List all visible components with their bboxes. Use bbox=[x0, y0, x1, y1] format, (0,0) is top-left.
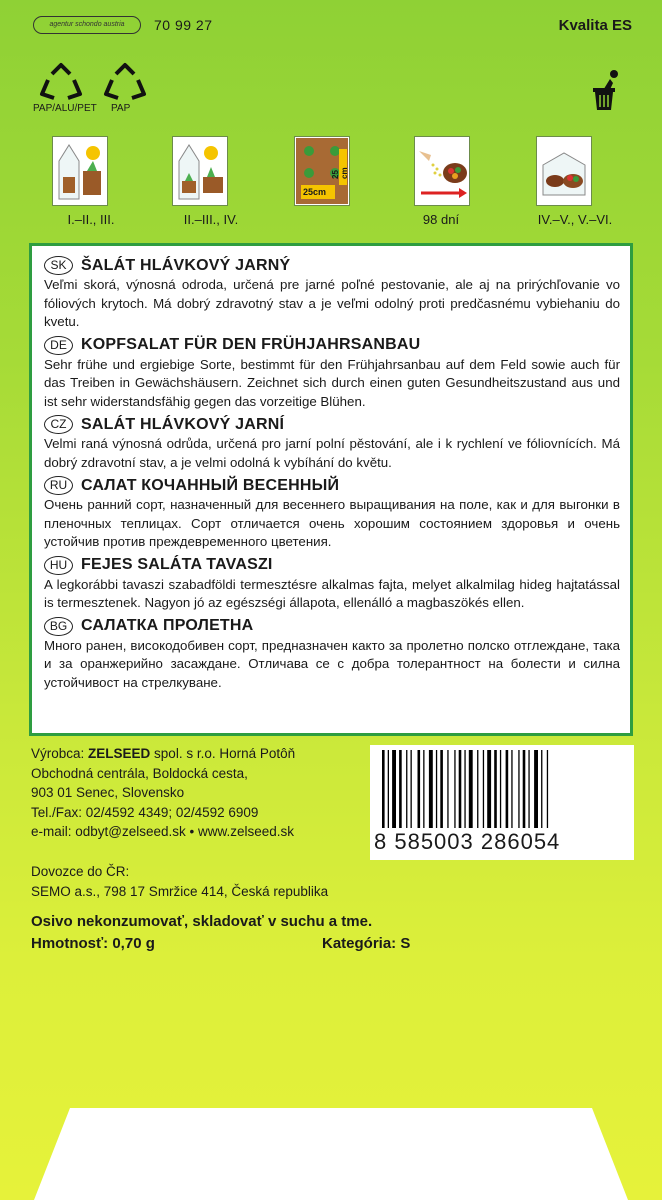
spacing-height-label: 25 cm bbox=[331, 167, 349, 179]
barcode-bar bbox=[523, 750, 526, 828]
language-badge: BG bbox=[44, 617, 73, 636]
importer-line: SEMO a.s., 798 17 Smržice 414, Česká republika bbox=[31, 883, 329, 899]
barcode-bar bbox=[423, 750, 424, 828]
barcode-bar bbox=[459, 750, 462, 828]
recycle-label-2: PAP bbox=[111, 103, 131, 114]
producer-line: e-mail: odbyt@zelseed.sk • www.zelseed.sk bbox=[31, 824, 295, 839]
producer-line: 903 01 Senec, Slovensko bbox=[31, 785, 185, 800]
section-ru bbox=[44, 476, 620, 552]
section-title: САЛАТКА ПРОЛЕТНА bbox=[81, 617, 254, 634]
quality-label: Kvalita ES bbox=[558, 17, 632, 34]
agency-logo: agentur schondo austria bbox=[33, 16, 141, 34]
icon-caption-4: 98 dní bbox=[422, 212, 460, 227]
producer-brand: ZELSEED bbox=[88, 746, 151, 761]
description-panel bbox=[29, 243, 633, 736]
barcode-bar bbox=[418, 750, 421, 828]
barcode-bar bbox=[411, 750, 412, 828]
language-badge: SK bbox=[44, 256, 73, 275]
barcode-bar bbox=[511, 750, 512, 828]
section-title: САЛАТ КОЧАННЫЙ ВЕСЕННЫЙ bbox=[81, 476, 340, 494]
recycle-icon bbox=[38, 62, 84, 102]
importer-info bbox=[31, 862, 328, 901]
barcode-bar bbox=[454, 750, 455, 828]
section-body: Очень ранний сорт, назначенный для весеннего выращивания на поле, как и для выгонки в пленочных теплицах. Сорт отличается очень хорошим состоянием здоровья и очень устойчив против преждевременного цветения. bbox=[44, 497, 620, 549]
storage-note: Osivo nekonzumovať, skladovať v suchu a tme. bbox=[31, 913, 373, 930]
category-label: Kategória: S bbox=[322, 935, 411, 952]
barcode-bar bbox=[464, 750, 465, 828]
barcode-bar bbox=[406, 750, 407, 828]
spacing-width-label: 25cm bbox=[303, 187, 327, 197]
section-title: FEJES SALÁTA TAVASZI bbox=[81, 556, 273, 573]
greenhouse-sowing-icon bbox=[52, 136, 108, 206]
barcode-bar bbox=[518, 750, 519, 828]
icon-caption-1: I.–II., III. bbox=[67, 212, 115, 227]
producer-line: Tel./Fax: 02/4592 4349; 02/4592 6909 bbox=[31, 804, 259, 820]
barcode-bar bbox=[487, 750, 491, 828]
producer-prefix: Výrobca: bbox=[31, 746, 89, 761]
section-body: Velmi raná výnosná odrůda, určená pro jarní polní pěstování, ale i k rychlení ve fóliovnících. Má dobrý zdravotní stav, a je velmi odolná k vybíhání do květu. bbox=[44, 436, 620, 470]
package-bottom-shape bbox=[0, 1108, 662, 1200]
greenhouse-planting-icon bbox=[172, 136, 228, 206]
barcode-bars bbox=[382, 750, 622, 828]
barcode-bar bbox=[447, 750, 448, 828]
weight-label: Hmotnosť: 0,70 g bbox=[31, 935, 155, 952]
product-code: 70 99 27 bbox=[154, 17, 213, 33]
section-body: Sehr frühe und ergiebige Sorte, bestimmt für den Frühjahrsanbau auf dem Feld sowie auch für das Treiben in Gewächshäusern. Zeichnet sich durch einen guten Gesundheitszustand aus und ist sehr widerstandsfähig gegen das vorzeitige Blühen. bbox=[44, 356, 620, 409]
producer-rest: spol. s r.o. Horná Potôň bbox=[150, 746, 296, 761]
importer-line: Dovozce do ČR: bbox=[31, 864, 130, 879]
barcode-bar bbox=[506, 750, 509, 828]
greenhouse-harvest-icon bbox=[536, 136, 592, 206]
section-sk bbox=[44, 256, 620, 332]
section-title: SALÁT HLÁVKOVÝ JARNÍ bbox=[81, 415, 285, 433]
barcode-bar bbox=[528, 750, 529, 828]
section-bg bbox=[44, 617, 620, 693]
producer-line: Obchodná centrála, Boldocká cesta, bbox=[31, 765, 248, 781]
barcode-bar bbox=[440, 750, 443, 828]
icon-caption-2: II.–III., IV. bbox=[183, 212, 239, 227]
section-body: Veľmi skorá, výnosná odroda, určená pre jarné poľné pestovanie, ale aj na prirýchľovanie vo fóliových krytoch. Má dobrý zdravotný stav a je veľmi odolný proti predčasnému vybiehaniu do kvetu. bbox=[44, 277, 620, 329]
barcode-bar bbox=[477, 750, 478, 828]
language-badge: HU bbox=[44, 556, 73, 575]
barcode-bar bbox=[399, 750, 402, 828]
recycle-icon bbox=[102, 62, 148, 102]
language-badge: RU bbox=[44, 476, 73, 495]
section-cz bbox=[44, 415, 620, 472]
barcode-bar bbox=[392, 750, 396, 828]
icon-caption-5: IV.–V., V.–VI. bbox=[537, 212, 613, 227]
barcode-bar bbox=[541, 750, 542, 828]
section-hu bbox=[44, 556, 620, 613]
section-body: A legkorábbi tavaszi szabadföldi termesztésre alkalmas fajta, melyet alkalmilag hideg hajtatással is termesztenek. Nagyon jó az egészségi állapota, ellenálló a magbaszökés ellen. bbox=[44, 576, 620, 610]
trash-bin-icon bbox=[588, 66, 626, 114]
barcode-bar bbox=[429, 750, 433, 828]
section-de bbox=[44, 336, 620, 412]
barcode-bar bbox=[388, 750, 389, 828]
language-badge: CZ bbox=[44, 415, 73, 434]
barcode-bar bbox=[500, 750, 501, 828]
section-title: ŠALÁT HLÁVKOVÝ JARNÝ bbox=[81, 256, 291, 274]
harvest-icon bbox=[414, 136, 470, 206]
section-title: KOPFSALAT FÜR DEN FRÜHJAHRSANBAU bbox=[81, 336, 421, 353]
recycle-label-1: PAP/ALU/PET bbox=[33, 103, 97, 114]
language-badge: DE bbox=[44, 336, 73, 355]
barcode-bar bbox=[469, 750, 473, 828]
barcode-bar bbox=[494, 750, 497, 828]
barcode bbox=[370, 745, 634, 860]
spacing-icon bbox=[294, 136, 350, 206]
section-body: Много ранен, високодобивен сорт, предназначен както за пролетно полско отглеждане, така и за оранжерийно засаждане. Отличава се с добра толерантност на болести и силна устойчивост на стрелкуване. bbox=[44, 637, 620, 690]
barcode-bar bbox=[382, 750, 385, 828]
barcode-bar bbox=[547, 750, 548, 828]
barcode-bar bbox=[436, 750, 437, 828]
barcode-bar bbox=[534, 750, 538, 828]
barcode-digits: 8 585003 286054 bbox=[374, 829, 561, 854]
producer-info bbox=[31, 744, 295, 842]
barcode-bar bbox=[483, 750, 484, 828]
